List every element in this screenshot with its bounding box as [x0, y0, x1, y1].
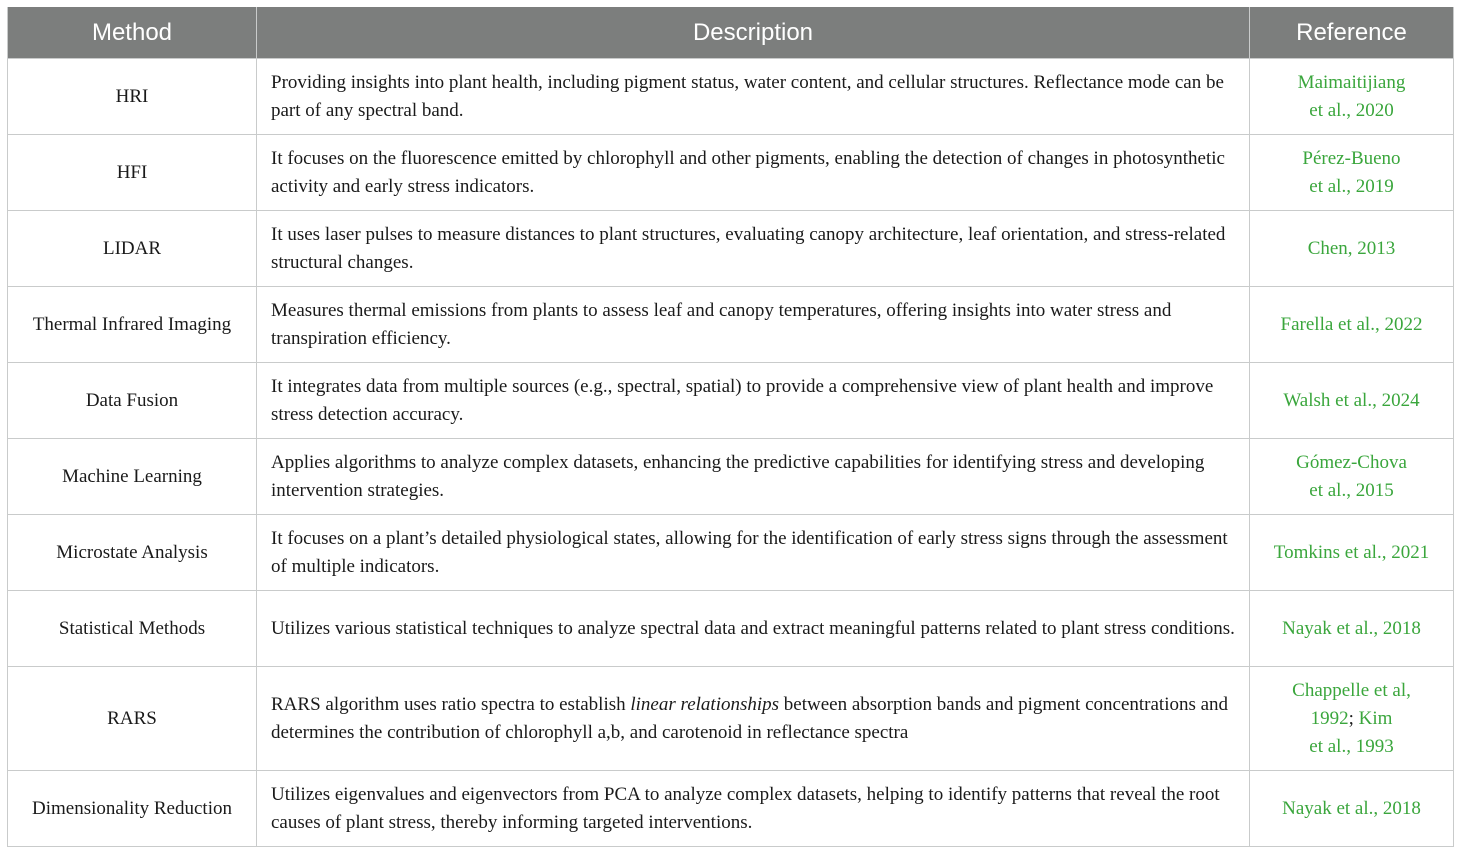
method-cell: HFI: [8, 135, 257, 211]
reference-link[interactable]: Pérez-Bueno: [1302, 147, 1401, 169]
reference-link[interactable]: 1992: [1310, 707, 1349, 729]
reference-link[interactable]: Tomkins et al., 2021: [1273, 541, 1430, 563]
description-cell: Utilizes various statistical techniques to analyze spectral data and extract meaningful patterns related to plant stress conditions.: [257, 591, 1250, 667]
reference-cell: [1250, 515, 1454, 591]
table-row: [8, 515, 1454, 591]
table-row: [8, 287, 1454, 363]
table-row: [8, 135, 1454, 211]
method-cell: HRI: [8, 59, 257, 135]
reference-link[interactable]: Chen, 2013: [1307, 237, 1396, 259]
reference-cell: [1250, 135, 1454, 211]
description-cell: Applies algorithms to analyze complex datasets, enhancing the predictive capabilities for identifying stress and developing intervention strategies.: [257, 439, 1250, 515]
header-description: Description: [257, 7, 1250, 59]
table-row: [8, 667, 1454, 771]
method-cell: Microstate Analysis: [8, 515, 257, 591]
methods-table: [7, 7, 1454, 847]
description-cell: It integrates data from multiple sources (e.g., spectral, spatial) to provide a comprehensive view of plant health and improve stress detection accuracy.: [257, 363, 1250, 439]
description-cell: [257, 667, 1250, 771]
table-row: [8, 771, 1454, 847]
reference-cell: [1250, 287, 1454, 363]
reference-link[interactable]: Gómez-Chova: [1296, 451, 1407, 473]
reference-cell: [1250, 59, 1454, 135]
header-reference: Reference: [1250, 7, 1454, 59]
reference-cell: [1250, 591, 1454, 667]
reference-link[interactable]: Chappelle et al,: [1292, 679, 1411, 701]
table-row: [8, 363, 1454, 439]
reference-link[interactable]: Nayak et al., 2018: [1282, 797, 1421, 819]
description-italic-text: linear relationships: [630, 693, 780, 715]
method-cell: LIDAR: [8, 211, 257, 287]
table-row: [8, 211, 1454, 287]
reference-cell: [1250, 211, 1454, 287]
reference-link[interactable]: Nayak et al., 2018: [1282, 617, 1421, 639]
description-cell: It focuses on a plant’s detailed physiological states, allowing for the identification of early stress signs through the assessment of multiple indicators.: [257, 515, 1250, 591]
reference-cell: [1250, 363, 1454, 439]
reference-link[interactable]: et al., 2020: [1309, 99, 1394, 121]
reference-link[interactable]: Kim: [1358, 707, 1393, 729]
description-cell: Measures thermal emissions from plants to assess leaf and canopy temperatures, offering insights into water stress and transpiration efficiency.: [257, 287, 1250, 363]
method-cell: Machine Learning: [8, 439, 257, 515]
method-cell: Dimensionality Reduction: [8, 771, 257, 847]
reference-link[interactable]: Walsh et al., 2024: [1283, 389, 1420, 411]
table-row: [8, 591, 1454, 667]
description-text: RARS algorithm uses ratio spectra to establish: [271, 693, 631, 715]
reference-link[interactable]: Maimaitijiang: [1297, 71, 1406, 93]
table-row: [8, 59, 1454, 135]
reference-cell: [1250, 439, 1454, 515]
description-text: between absorption bands and pigment concentrations and determines the contribution of chlorophyll a,b, and carotenoid in reflectance spectra: [271, 693, 1229, 743]
description-cell: Providing insights into plant health, including pigment status, water content, and cellular structures. Reflectance mode can be part of any spectral band.: [257, 59, 1250, 135]
description-cell: It focuses on the fluorescence emitted by chlorophyll and other pigments, enabling the detection of changes in photosynthetic activity and early stress indicators.: [257, 135, 1250, 211]
reference-link[interactable]: et al., 2015: [1309, 479, 1394, 501]
header-row: [8, 7, 1454, 59]
reference-separator: ;: [1348, 707, 1359, 729]
description-cell: It uses laser pulses to measure distances to plant structures, evaluating canopy architecture, leaf orientation, and stress-related structural changes.: [257, 211, 1250, 287]
reference-cell: [1250, 667, 1454, 771]
reference-link[interactable]: et al., 2019: [1309, 175, 1394, 197]
description-cell: Utilizes eigenvalues and eigenvectors from PCA to analyze complex datasets, helping to identify patterns that reveal the root causes of plant stress, thereby informing targeted interventions.: [257, 771, 1250, 847]
method-cell: Statistical Methods: [8, 591, 257, 667]
method-cell: RARS: [8, 667, 257, 771]
table-row: [8, 439, 1454, 515]
reference-link[interactable]: Farella et al., 2022: [1280, 313, 1423, 335]
header-method: Method: [8, 7, 257, 59]
method-cell: Thermal Infrared Imaging: [8, 287, 257, 363]
reference-cell: [1250, 771, 1454, 847]
reference-link[interactable]: et al., 1993: [1309, 735, 1394, 757]
method-cell: Data Fusion: [8, 363, 257, 439]
